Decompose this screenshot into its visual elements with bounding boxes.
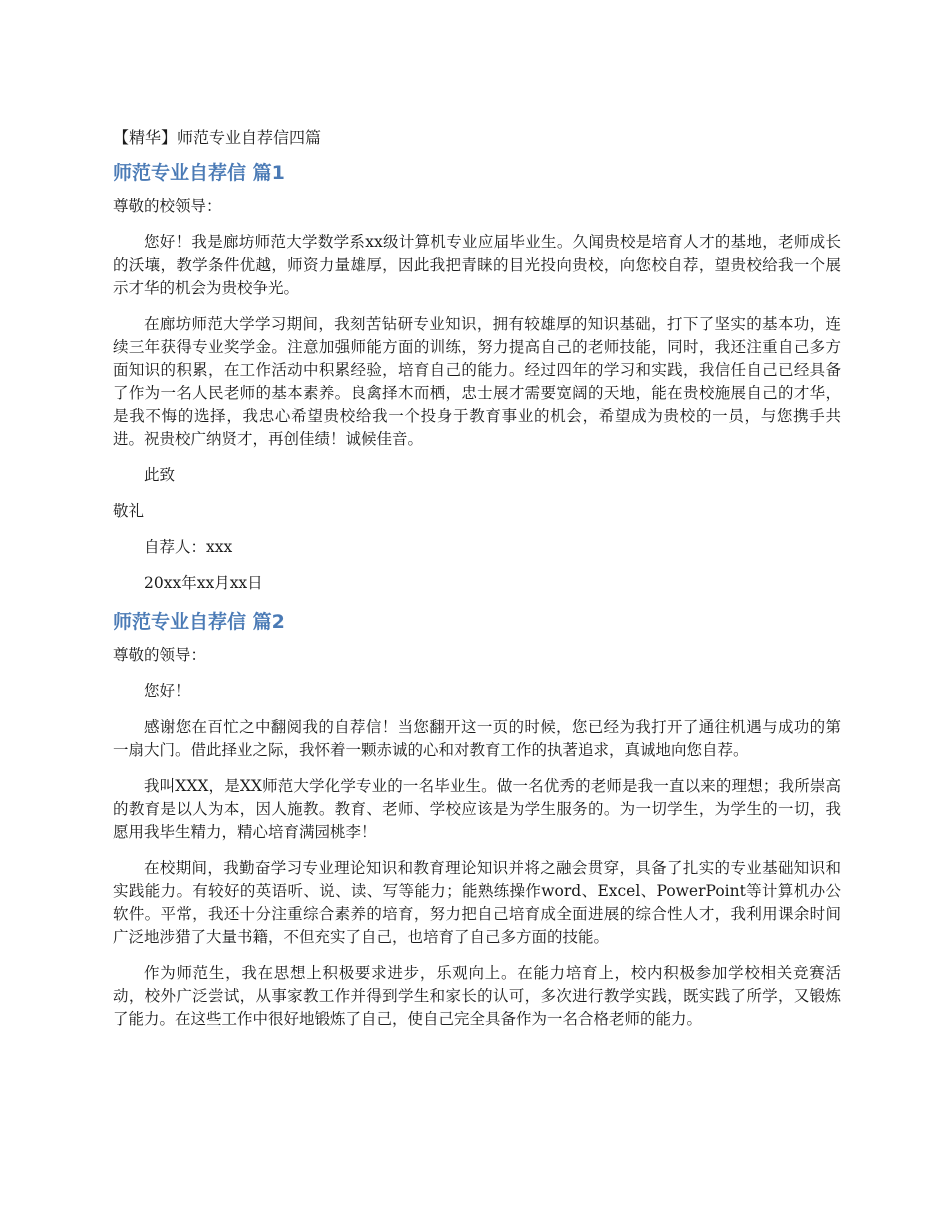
body-paragraph: 在校期间，我勤奋学习专业理论知识和教育理论知识并将之融会贯穿，具备了扎实的专业基础知识和实践能力。有较好的英语听、说、读、写等能力；能熟练操作word、Excel、PowerPoint等计算机办公软件。平常，我还十分注重综合素养的培育，努力把自己培育成全面进展的综合性人才，我利用课余时间广泛地涉猎了大量书籍，不但充实了自己，也培育了自己多方面的技能。 (113, 859, 841, 946)
body-paragraph: 感谢您在百忙之中翻阅我的自荐信！当您翻开这一页的时候，您已经为我打开了通往机遇与成功的第一扇大门。借此择业之际，我怀着一颗赤诚的心和对教育工作的执著追求，真诚地向您自荐。 (113, 718, 841, 759)
body-paragraph: 作为师范生，我在思想上积极要求进步，乐观向上。在能力培育上，校内积极参加学校相关竞赛活动，校外广泛尝试，从事家教工作并得到学生和家长的认可，多次进行教学实践，既实践了所学，又锻炼了能力。在这些工作中很好地锻炼了自己，使自己完全具备作为一名合格老师的能力。 (113, 964, 841, 1028)
section-heading: 师范专业自荐信 篇1 (113, 162, 285, 184)
salutation: 尊敬的校领导： (113, 197, 222, 215)
closing-salute: 敬礼 (113, 502, 145, 520)
salutation: 尊敬的领导： (113, 646, 207, 664)
greeting: 您好！ (144, 682, 191, 700)
body-paragraph: 我叫XXX，是XX师范大学化学专业的一名毕业生。做一名优秀的老师是我一直以来的理想；我所崇高的教育是以人为本，因人施教。教育、老师、学校应该是为学生服务的。为一切学生，为学生的一切，我愿用我毕生精力，精心培育满园桃李！ (113, 777, 841, 841)
date-line: 20xx年xx月xx日 (144, 574, 263, 592)
closing-phrase: 此致 (144, 466, 176, 484)
signature: 自荐人：xxx (144, 538, 233, 556)
letter-section-2 (113, 608, 841, 1031)
body-paragraph: 您好！我是廊坊师范大学数学系xx级计算机专业应届毕业生。久闻贵校是培育人才的基地，老师成长的沃壤，教学条件优越，师资力量雄厚，因此我把青睐的目光投向贵校，向您校自荐，望贵校给我一个展示才华的机会为贵校争光。 (113, 233, 841, 297)
body-paragraph: 在廊坊师范大学学习期间，我刻苦钻研专业知识，拥有较雄厚的知识基础，打下了坚实的基本功，连续三年获得专业奖学金。注意加强师能方面的训练，努力提高自己的老师技能，同时，我还注重自己多方面知识的积累，在工作活动中积累经验，培育自己的能力。经过四年的学习和实践，我信任自己已经具备了作为一名人民老师的基本素养。良禽择木而栖，忠士展才需要宽阔的天地，能在贵校施展自己的才华，是我不悔的选择，我忠心希望贵校给我一个投身于教育事业的机会，希望成为贵校的一员，与您携手共进。祝贵校广纳贤才，再创佳绩！诚候佳音。 (113, 315, 841, 448)
letter-section-1 (113, 159, 841, 595)
section-heading: 师范专业自荐信 篇2 (113, 611, 285, 633)
document-title: 【精华】师范专业自荐信四篇 (113, 128, 322, 147)
document-page (113, 126, 841, 1044)
